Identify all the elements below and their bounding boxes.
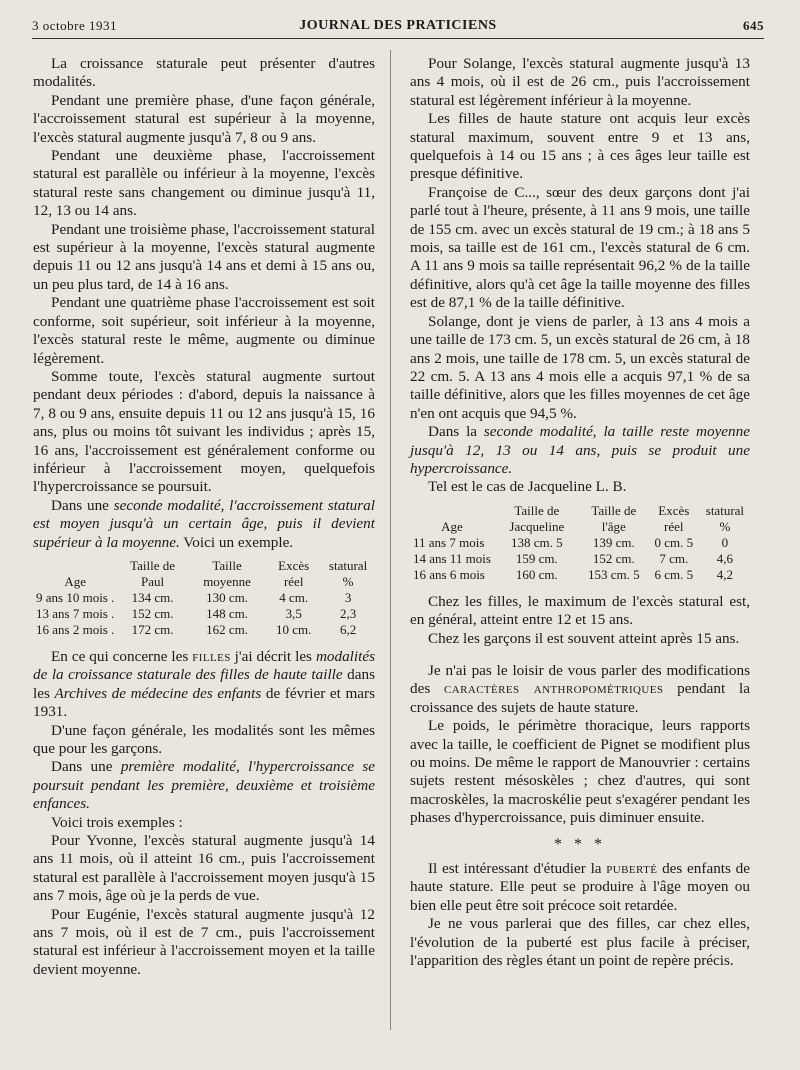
header-journal-title: JOURNAL DES PRATICIENS <box>299 18 497 33</box>
paragraph: Tel est le cas de Jacqueline L. B. <box>428 478 627 496</box>
table-header: Age <box>64 573 87 589</box>
paragraph: Les filles de haute stature ont acquis leur excès statural maximum, souvent entre 9 et 13 ans, quelquefois à 14 ou 15 ans ; à ces âges leur taille est presque définitive. <box>410 110 750 183</box>
right-column <box>410 55 750 970</box>
paragraph: Voici trois exemples : <box>51 813 183 831</box>
paragraph: Dans la seconde modalité, la taille reste moyenne jusqu'à 12, 13 ou 14 ans, puis se produit une hypercroissance. <box>410 423 750 477</box>
paragraph: D'une façon générale, les modalités sont les mêmes que pour les garçons. <box>33 721 375 757</box>
column-divider <box>390 50 391 1030</box>
table-row: 14 ans 11 mois 159 cm. 152 cm. 7 cm. 4,6 <box>413 550 734 566</box>
paragraph: Pendant une quatrième phase l'accroissement est soit conforme, soit supérieur, soit inférieur à la moyenne, l'excès statural reste le même, augmente ou diminue légèrement. <box>33 294 375 367</box>
table-header: Excès réel <box>278 557 310 589</box>
paragraph: Dans une seconde modalité, l'accroissement statural est moyen jusqu'à un certain âge, puis il devient supérieur à la moyenne. Voici un exemple. <box>33 496 375 551</box>
table-row: 11 ans 7 mois 138 cm. 5 139 cm. 0 cm. 5 0 <box>413 534 729 550</box>
paragraph: Dans une première modalité, l'hypercroissance se poursuit pendant les première, deuxième et troisième enfances. <box>33 758 375 813</box>
table-jacqueline <box>410 503 750 583</box>
table-header: Taille moyenne <box>203 557 251 589</box>
paragraph: Françoise de C..., sœur des deux garçons dont j'ai parlé tout à l'heure, présente, à 11 ans 9 mois, une taille de 155 cm. avec un excès statural de 19 cm.; à 18 ans 5 mois, sa taille est de 161 cm., l'excès statural de 6 cm. A 11 ans 9 mois sa taille représentait 96,2 % de la taille définitive, alors qu'à cet âge la taille moyenne des filles est de 87,1 % de la taille définitive. <box>410 183 750 312</box>
table-header: Age <box>441 518 463 534</box>
header-date: 3 octobre 1931 <box>32 18 117 33</box>
paragraph: Pour Solange, l'excès statural augmente jusqu'à 13 ans 4 mois, où il est de 26 cm., puis l'accroissement statural est légèrement inférieur à la moyenne. <box>410 55 750 109</box>
paragraph: Chez les garçons il est souvent atteint après 15 ans. <box>428 629 740 647</box>
header-page-number: 645 <box>743 18 764 33</box>
table-header: Taille de l'âge <box>591 502 637 534</box>
paragraph: Je n'ai pas le loisir de vous parler des modifications des caractères anthropométriques pendant la croissance des sujets de haute stature. <box>410 661 750 716</box>
paragraph: Je ne vous parlerai que des filles, car chez elles, l'évolution de la puberté est plus facile à préciser, l'apparition des règles étant un point de repère précis. <box>410 915 750 970</box>
page-header <box>32 16 764 39</box>
table-header: statural % <box>328 557 368 589</box>
table-row: 16 ans 2 mois . 172 cm. 162 cm. 10 cm. 6,2 <box>36 621 357 637</box>
table-header: statural % <box>705 502 745 534</box>
spacer <box>410 648 750 662</box>
table-row: 16 ans 6 mois 160 cm. 153 cm. 5 6 cm. 5 4,2 <box>413 566 734 582</box>
paragraph: Le poids, le périmètre thoracique, leurs rapports avec la taille, le coefficient de Pignet se modifient plus ou moins. De même le rapport de Manouvrier : certains sujets restent mésoskèles ; chez d'autres, qui sont macroskèles, la macroskélie peut s'exagérer pendant les phases d'hypercroissance, puis diminuer ensuite. <box>410 717 750 827</box>
paragraph: Il est intéressant d'étudier la puberté des enfants de haute stature. Elle peut se produire à l'âge moyen ou bien elle peut être soit précoce soit retardée. <box>410 860 750 914</box>
paragraph: Pour Yvonne, l'excès statural augmente jusqu'à 14 ans 11 mois, où il atteint 16 cm., puis l'accroissement statural est parallèle à l'accroissement moyen jusqu'à 15 ans 7 mois, âge où je la perds de vue. <box>33 832 375 905</box>
paragraph: La croissance staturale peut présenter d'autres modalités. <box>33 55 375 91</box>
left-column <box>33 55 375 979</box>
paragraph: Solange, dont je viens de parler, à 13 ans 4 mois a une taille de 173 cm. 5, un excès statural de 26 cm, à 18 ans 2 mois, une taille de 178 cm. 5, un excès statural de 22 cm. 5. A 13 ans 4 mois elle a acquis 97,1 % de sa taille définitive, alors que les filles moyennes de cet âge n'en ont acquis que 94,5 %. <box>410 312 750 422</box>
paragraph: Chez les filles, le maximum de l'excès statural est, en général, atteint entre 12 et 15 ans. <box>410 592 750 629</box>
table-row: 13 ans 7 mois . 152 cm. 148 cm. 3,5 2,3 <box>36 605 357 621</box>
paragraph: Somme toute, l'excès statural augmente surtout pendant deux périodes : d'abord, depuis la naissance à 7, 8 ou 9 ans, ensuite depuis 11 ou 12 ans jusqu'à 15, 16 ans, plus ou moins tôt suivant les individus ; après 15, 16 ans, l'accroissement est généralement conforme ou inférieur à l'accroissement moyen, quelquefois l'hypercroissance se poursuit. <box>33 367 375 496</box>
table-header: Taille de Jacqueline <box>509 502 565 534</box>
paragraph: Pendant une troisième phase, l'accroissement statural est supérieur à la moyenne, l'excès statural augmente depuis 11 ou 12 ans jusqu'à 14 ans et demi à 15 ans ou, un peu plus tard, de 14 à 16 ans. <box>33 220 375 293</box>
table-header: Taille de Paul <box>130 557 176 589</box>
paragraph: Pendant une première phase, d'une façon générale, l'accroissement statural est supérieur à la moyenne, l'excès statural augmente jusqu'à 7, 8 ou 9 ans. <box>33 91 375 146</box>
paragraph: Pendant une deuxième phase, l'accroissement statural est parallèle ou inférieur à la moyenne, l'excès statural reste sans changement ou diminue jusqu'à 11, 12, 13 ou 14 ans. <box>33 147 375 220</box>
table-paul <box>33 558 375 638</box>
paragraph: En ce qui concerne les filles j'ai décrit les modalités de la croissance staturale des filles de haute taille dans les Archives de médecine des enfants de février et mars 1931. <box>33 647 376 721</box>
paragraph: Pour Eugénie, l'excès statural augmente jusqu'à 12 ans 7 mois, où il est de 7 cm., puis l'accroissement statural est inférieur à l'accroissement moyen et la taille devient moyenne. <box>33 905 375 978</box>
section-separator: * * * <box>554 835 606 853</box>
table-row: 9 ans 10 mois . 134 cm. 130 cm. 4 cm. 3 <box>36 589 352 605</box>
table-header: Excès réel <box>658 502 690 534</box>
